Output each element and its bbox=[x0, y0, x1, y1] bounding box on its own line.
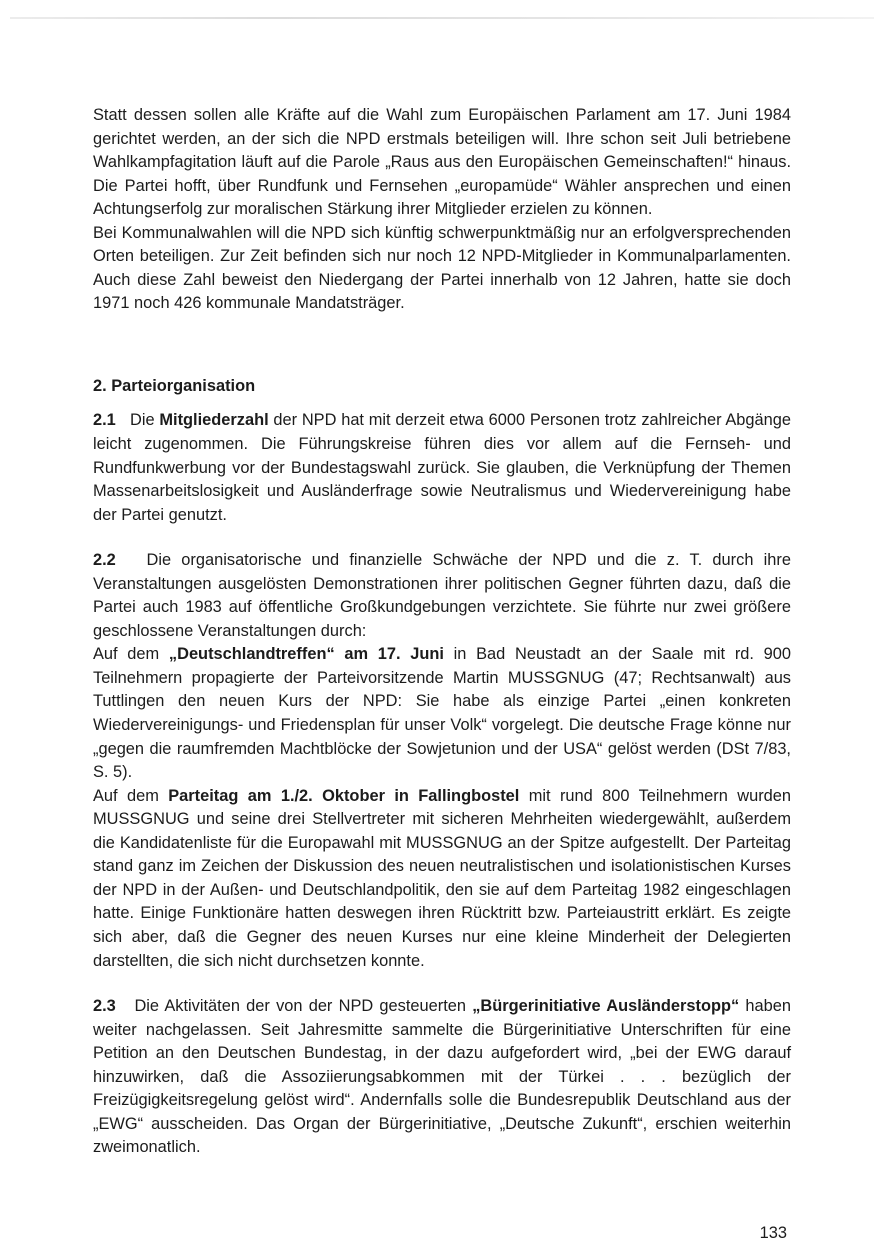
section-spacer bbox=[93, 316, 791, 375]
text-run: in Bad Neustadt an der Saale mit rd. 900 Teilnehmern propagierte der Parteivorsitzende Martin MUSSGNUG (47; Rechtsanwalt) aus Tuttlingen den neuen Kurs der NPD: Sie habe als einzige Partei „einen konkreten Wiedervereinigungs- und Friedensplan für unser Volk“ vorgelegt. Die deutsche Frage könne nur „gegen die raumfremden Machtblöcke der Sowjetunion und der USA“ gelöst werden (DSt 7/83, S. 5). bbox=[93, 645, 791, 782]
intro-paragraph-1: Statt dessen sollen alle Kräfte auf die Wahl zum Europäischen Parlament am 17. Juni 1984 gerichtet werden, an der sich die NPD erstmals beteiligen will. Ihre schon seit Juli betriebene Wahlkampfagitation läuft auf die Parole „Raus aus den Europäischen Gemeinschaften!“ hinaus. Die Partei hofft, über Rundfunk und Fernsehen „europamüde“ Wähler ansprechen und einen Achtungserfolg zur moralischen Stärkung ihrer Mitglieder erzielen zu können. bbox=[93, 106, 791, 219]
intro-paragraph-2: Bei Kommunalwahlen will die NPD sich künftig schwerpunktmäßig nur an erfolgversprechenden Orten beteiligen. Zur Zeit befinden sich nur noch 12 NPD-Mitglieder in Kommunalparlamenten. Auch diese Zahl beweist den Niedergang der Partei innerhalb von 12 Jahren, hatte sie doch 1971 noch 426 kommunale Mandatsträger. bbox=[93, 223, 791, 313]
paragraph-number: 2.1 bbox=[93, 411, 116, 430]
scan-top-edge bbox=[10, 17, 874, 19]
paragraph-2-3 bbox=[93, 995, 791, 1160]
paragraph-2-2 bbox=[93, 549, 791, 643]
bold-term: „Deutschlandtreffen“ am 17. Juni bbox=[168, 645, 444, 664]
text-run: Die bbox=[130, 411, 160, 430]
paragraph-number: 2.3 bbox=[93, 997, 116, 1016]
text-run: der NPD hat mit derzeit etwa 6000 Personen trotz zahlreicher Abgänge leicht zugenommen. Die Führungskreise führen dies vor allem auf die Fernseh- und Rundfunkwerbung vor der Bundestagswahl zurück. Sie glauben, die Verknüpfung der Themen Massenarbeitslosigkeit und Ausländerfrage sowie Neutralismus und Wiedervereinigung habe der Partei genutzt. bbox=[93, 411, 791, 524]
bold-term: Parteitag am 1./2. Oktober in Fallingbostel bbox=[168, 786, 520, 805]
text-run: Die Aktivitäten der von der NPD gesteuerten bbox=[134, 997, 473, 1016]
text-run: Auf dem bbox=[93, 786, 169, 805]
paragraph-number: 2.2 bbox=[93, 551, 116, 570]
paragraph-spacer bbox=[93, 527, 791, 549]
text-run: Auf dem bbox=[93, 645, 169, 664]
paragraph-2-2-parteitag bbox=[93, 785, 791, 973]
text-run: mit rund 800 Teilnehmern wurden MUSSGNUG und seine drei Stellvertreter mit sicheren Mehrheiten wiedergewählt, außerdem die Kandidatenliste für die Europawahl mit MUSSGNUG an der Spitze aufgestellt. Der Parteitag stand ganz im Zeichen der Diskussion des neuen neutralistischen und isolationistischen Kurses der NPD in der Außen- und Deutschlandpolitik, den sie auf dem Parteitag 1982 eingeschlagen hatte. Einige Funktionäre hatten deswegen ihren Rücktritt bzw. Parteiaustritt erklärt. Es zeigte sich aber, daß die Gegner des neuen Kurses nur eine kleine Minderheit der Delegierten darstellten, die sich nicht durchsetzen konnte. bbox=[93, 786, 791, 970]
page-number: 133 bbox=[759, 1224, 787, 1242]
paragraph-2-2-deutschlandtreffen bbox=[93, 643, 791, 784]
paragraph-spacer bbox=[93, 973, 791, 995]
bold-term: „Bürgerinitiative Ausländerstopp“ bbox=[472, 997, 740, 1016]
text-run: Die organisatorische und finanzielle Schwäche der NPD und die z. T. durch ihre Veranstaltungen ausgelösten Demonstrationen ihrer politischen Gegner führten dazu, daß die Partei auch 1983 auf öffentliche Großkundgebungen verzichtete. Sie führte nur zwei größere geschlossene Veranstaltungen durch: bbox=[93, 551, 791, 640]
bold-term: Mitgliederzahl bbox=[159, 411, 269, 430]
document-body bbox=[93, 104, 791, 1160]
section-heading: 2. Parteiorganisation bbox=[93, 376, 256, 395]
paragraph-2-1 bbox=[93, 409, 791, 527]
text-run: haben weiter nachgelassen. Seit Jahresmitte sammelte die Bürgerinitiative Unterschriften für eine Petition an den Deutschen Bundestag, in der dazu aufgefordert wird, „bei der EWG darauf hinzuwirken, daß die Assoziierungsabkommen mit der Türkei . . . bezüglich der Freizügigkeitsregelung gelöst wird“. Andernfalls solle die Bundesrepublik Deutschland aus der „EWG“ ausscheiden. Das Organ der Bürgerinitiative, „Deutsche Zukunft“, erschien weiterhin zweimonatlich. bbox=[93, 997, 791, 1157]
